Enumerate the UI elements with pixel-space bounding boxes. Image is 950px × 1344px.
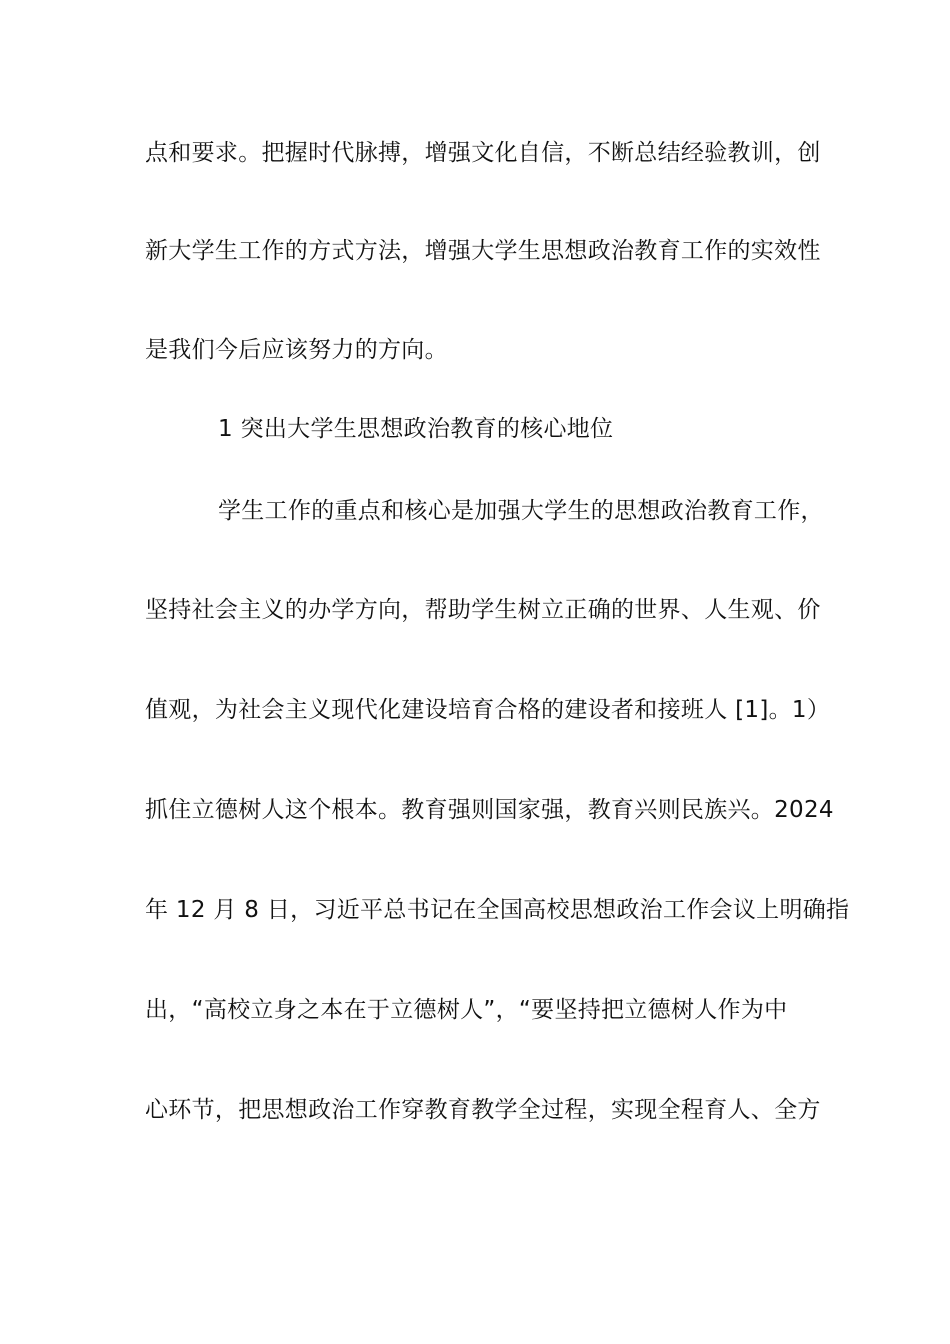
section-heading: 1 突出大学生思想政治教育的核心地位: [218, 416, 614, 442]
paragraph-line: 抓住立德树人这个根本。教育强则国家强，教育兴则民族兴。2024: [145, 797, 834, 823]
paragraph-line: 值观，为社会主义现代化建设培育合格的建设者和接班人 [1]。1）: [145, 697, 831, 723]
paragraph-line: 新大学生工作的方式方法，增强大学生思想政治教育工作的实效性: [145, 238, 821, 264]
paragraph-line: 点和要求。把握时代脉搏，增强文化自信，不断总结经验教训，创: [145, 140, 821, 166]
paragraph-line: 学生工作的重点和核心是加强大学生的思想政治教育工作，: [218, 498, 824, 524]
paragraph-line: 出，“高校立身之本在于立德树人”，“要坚持把立德树人作为中: [145, 997, 788, 1023]
paragraph-line: 年 12 月 8 日，习近平总书记在全国高校思想政治工作会议上明确指: [145, 897, 850, 923]
paragraph-line: 心环节，把思想政治工作穿教育教学全过程，实现全程育人、全方: [145, 1097, 821, 1123]
paragraph-line: 坚持社会主义的办学方向，帮助学生树立正确的世界、人生观、价: [145, 597, 821, 623]
paragraph-line: 是我们今后应该努力的方向。: [145, 337, 448, 363]
